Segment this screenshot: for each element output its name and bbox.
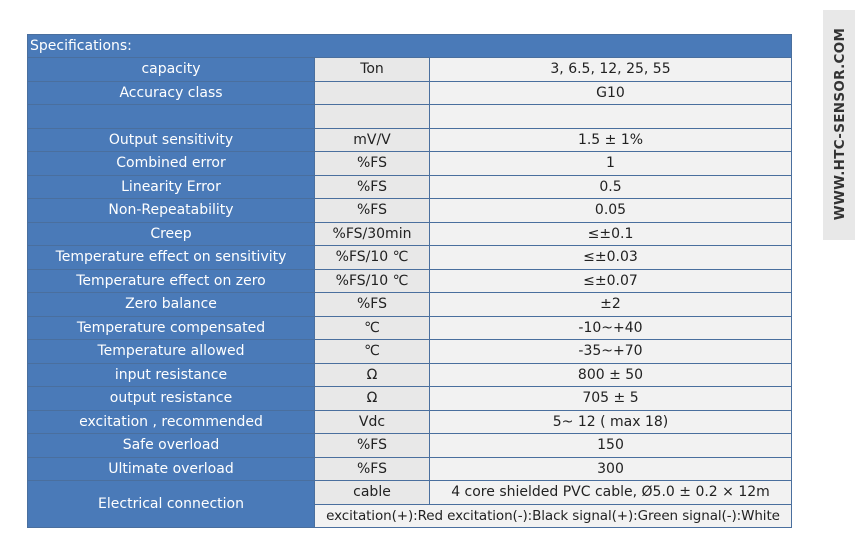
table-row — [28, 293, 792, 317]
spec-value: 150 — [430, 434, 792, 458]
table-header: Specifications: — [28, 35, 792, 58]
table-row — [28, 222, 792, 246]
spec-value: 1.5 ± 1% — [430, 128, 792, 152]
spec-label: Temperature compensated — [28, 316, 315, 340]
spec-value: 5~ 12 ( max 18) — [430, 410, 792, 434]
table-row — [28, 105, 792, 129]
table-row — [28, 410, 792, 434]
table-header-row — [28, 35, 792, 58]
spec-value: ≤±0.1 — [430, 222, 792, 246]
table-row-electrical — [28, 481, 792, 505]
spec-value: ≤±0.03 — [430, 246, 792, 270]
table-row — [28, 340, 792, 364]
spec-value: G10 — [430, 81, 792, 105]
spec-value: 1 — [430, 152, 792, 176]
spec-label: Accuracy class — [28, 81, 315, 105]
table-row — [28, 457, 792, 481]
table-row — [28, 58, 792, 82]
table-row — [28, 81, 792, 105]
spec-value: -10~+40 — [430, 316, 792, 340]
spec-label: Output sensitivity — [28, 128, 315, 152]
spec-unit: %FS — [315, 457, 430, 481]
spec-unit — [315, 105, 430, 129]
spec-label: capacity — [28, 58, 315, 82]
spec-label: Safe overload — [28, 434, 315, 458]
spec-label: Combined error — [28, 152, 315, 176]
spec-unit: Vdc — [315, 410, 430, 434]
spec-unit: %FS — [315, 152, 430, 176]
electrical-connection-value: 4 core shielded PVC cable, Ø5.0 ± 0.2 × 12m — [430, 481, 792, 505]
spec-value: 800 ± 50 — [430, 363, 792, 387]
spec-unit: Ω — [315, 363, 430, 387]
table-row — [28, 175, 792, 199]
spec-value: 300 — [430, 457, 792, 481]
spec-unit: mV/V — [315, 128, 430, 152]
spec-label: Non-Repeatability — [28, 199, 315, 223]
electrical-connection-unit: cable — [315, 481, 430, 505]
spec-unit: ℃ — [315, 340, 430, 364]
table-row — [28, 316, 792, 340]
spec-unit: %FS — [315, 434, 430, 458]
table-row — [28, 199, 792, 223]
spec-label: output resistance — [28, 387, 315, 411]
table-row — [28, 152, 792, 176]
wire-color-code: excitation(+):Red excitation(-):Black signal(+):Green signal(-):White — [315, 504, 792, 528]
spec-value: ≤±0.07 — [430, 269, 792, 293]
spec-value: 705 ± 5 — [430, 387, 792, 411]
spec-label: Temperature effect on zero — [28, 269, 315, 293]
spec-unit: %FS — [315, 293, 430, 317]
spec-label: Zero balance — [28, 293, 315, 317]
table-row — [28, 128, 792, 152]
spec-label: Creep — [28, 222, 315, 246]
spec-unit — [315, 81, 430, 105]
spec-label: excitation , recommended — [28, 410, 315, 434]
specifications-table — [27, 34, 792, 528]
spec-value: 0.05 — [430, 199, 792, 223]
spec-unit: %FS — [315, 199, 430, 223]
spec-unit: %FS — [315, 175, 430, 199]
spec-label: Ultimate overload — [28, 457, 315, 481]
table-row — [28, 363, 792, 387]
table-row — [28, 387, 792, 411]
spec-unit: %FS/10 ℃ — [315, 269, 430, 293]
spec-value: ±2 — [430, 293, 792, 317]
spec-value — [430, 105, 792, 129]
spec-unit: Ton — [315, 58, 430, 82]
spec-unit: ℃ — [315, 316, 430, 340]
spec-label — [28, 105, 315, 129]
spec-unit: %FS/30min — [315, 222, 430, 246]
website-watermark: WWW.HTC-SENSOR.COM — [832, 27, 848, 221]
spec-value: 0.5 — [430, 175, 792, 199]
spec-value: 3, 6.5, 12, 25, 55 — [430, 58, 792, 82]
spec-label: Temperature allowed — [28, 340, 315, 364]
electrical-connection-label: Electrical connection — [28, 481, 315, 528]
table-row — [28, 269, 792, 293]
spec-label: Linearity Error — [28, 175, 315, 199]
table-row — [28, 434, 792, 458]
spec-unit: Ω — [315, 387, 430, 411]
spec-label: input resistance — [28, 363, 315, 387]
spec-value: -35~+70 — [430, 340, 792, 364]
table-row — [28, 246, 792, 270]
spec-label: Temperature effect on sensitivity — [28, 246, 315, 270]
spec-unit: %FS/10 ℃ — [315, 246, 430, 270]
